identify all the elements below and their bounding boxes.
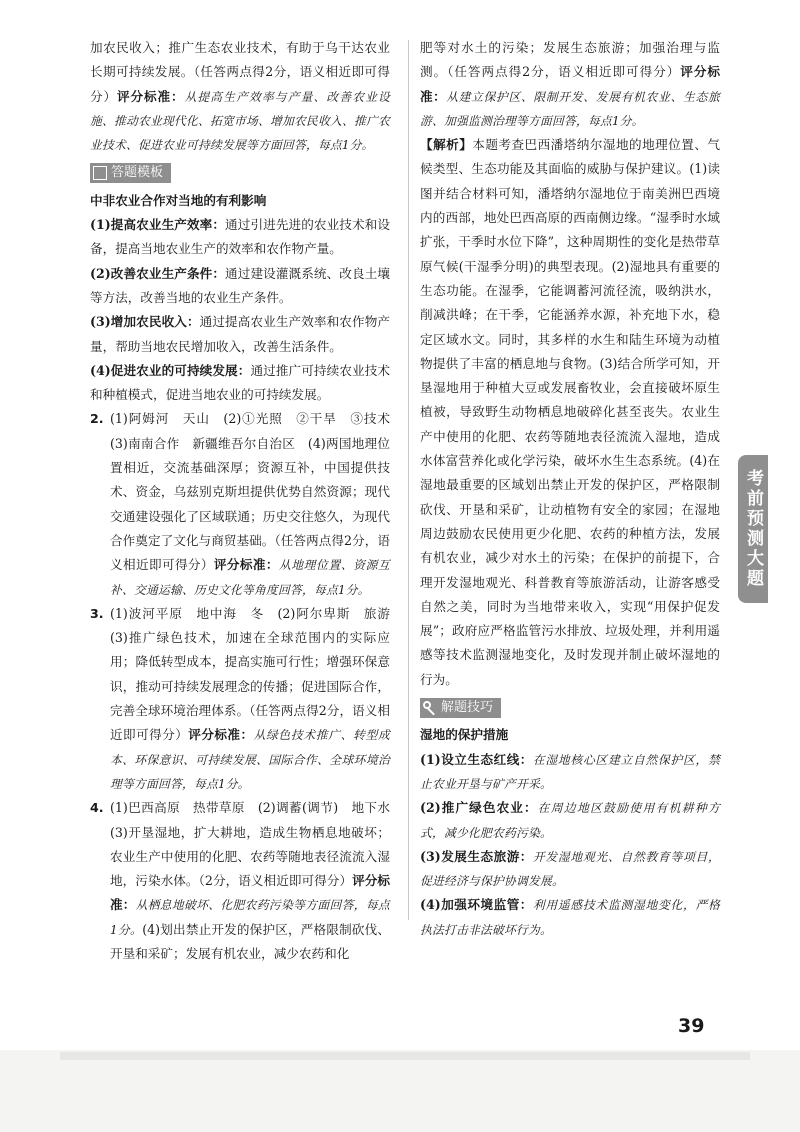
template-item-1: (1)提高农业生产效率：通过引进先进的农业技术和设备，提高当地农业生产的效率和农作物产量。 xyxy=(90,217,390,257)
template-item-3: (3)增加农民收入：通过提高农业生产效率和农作物产量，帮助当地农民增加收入，改善生活条件。 xyxy=(90,314,390,354)
answer-continuation: 加农民收入；推广生态农业技术，有助于乌干达农业长期可持续发展。（任答两点得2分，语义相近即可得分）评分标准：从提高生产效率与产量、改善农业设施、推动农业现代化、拓宽市场、增加农民收入、推广农业技术、促进农业可持续发展等方面回答，每点1分。 xyxy=(90,40,391,153)
template-title: 中非农业合作对当地的有利影响 xyxy=(90,192,267,208)
answer-2: 2. (1)阿姆河 天山 (2)①光照 ②干旱 ③技术 (3)南南合作 新疆维吾尔自治区 (4)两国地理位置相近，交流基础深厚；资源互补，中国提供技术、资金，乌兹别克斯坦提供优势自然资源；现代交通建设强化了区域联通；历史交往悠久，为现代合作奠定了文化与商贸基础。（任答两点得2分，语义相近即可得分）评分标准：从地理位置、资源互补、交通运输、历史文化等角度回答，每点1分。 xyxy=(90,411,403,597)
key-icon xyxy=(423,701,437,715)
page-number: 39 xyxy=(678,1015,705,1037)
template-badge: 答题模板 xyxy=(90,163,171,183)
template-item-4: (4)促进农业的可持续发展：通过推广可持续农业技术和种植模式，促进当地农业的可持续发展。 xyxy=(90,362,391,403)
left-column xyxy=(90,36,403,966)
answer-4-continuation: 肥等对水土的污染；发展生态旅游；加强治理与监测。（任答两点得2分，语义相近即可得分）评分标准：从建立保护区、限制开发、发展有机农业、生态旅游、加强监测治理等方面回答，每点1分。 xyxy=(420,40,721,128)
analysis-text: 【解析】本题考查巴西潘塔纳尔湿地的地理位置、气候类型、生态功能及其面临的威胁与保护建议。(1)读图并结合材料可知，潘塔纳尔湿地位于南美洲巴西境内的西部，地处巴西高原的西南侧边缘。“湿季时水域扩张，干季时水位下降”，这种周期性的变化是热带草原气候(干湿季分明)的典型表现。(2)湿地具有重要的生态功能。在湿季，它能调蓄河流径流，吸纳洪水，削减洪峰；在干季，它能涵养水源，补充地下水，稳定区域水文。同时，其多样的水生和陆生环境为动植物提供了丰富的栖息地与食物。(3)结合所学可知，开垦湿地用于种植大豆或发展畜牧业，会直接破坏原生植被，导致野生动物栖息地破碎化甚至丧失。农业生产中使用的化肥、农药等随地表径流流入湿地，造成水体富营养化或化学污染，破坏水生生态系统。(4)在湿地最重要的区域划出禁止开发的保护区，严格限制砍伐、开垦和采矿，让动植物有安全的家园；在湿地周边鼓励农民使用更少化肥、农药的种植方法，发展有机农业，减少对水土的污染；在保护的前提下，合理开发湿地观光、科普教育等旅游活动，让游客感受自然之美，同时为当地带来收入，实现“用保护促发展”；政府应严格监管污水排放、垃圾处理，并利用遥感等技术监测湿地变化，及时发现并制止破坏湿地的行为。 xyxy=(420,137,721,687)
tip-item-2: (2)推广绿色农业：在周边地区鼓励使用有机耕种方式，减少化肥农药污染。 xyxy=(420,800,720,840)
right-column xyxy=(420,36,720,942)
book-icon xyxy=(93,166,107,180)
section-side-tab: 考前预测大题 xyxy=(738,455,768,603)
tip-title: 湿地的保护措施 xyxy=(420,727,509,743)
tip-item-4: (4)加强环境监管：利用遥感技术监测湿地变化，严格执法打击非法破坏行为。 xyxy=(420,897,720,937)
template-item-2: (2)改善农业生产条件：通过建设灌溉系统、改良土壤等方法，改善当地的农业生产条件。 xyxy=(90,265,390,305)
column-divider xyxy=(408,40,409,920)
answer-3: 3. (1)波河平原 地中海 冬 (2)阿尔卑斯 旅游 (3)推广绿色技术，加速在全球范围内的实际应用；降低转型成本，提高实施可行性；增强环保意识，推动可持续发展理念的传播；促进国际合作，完善全球环境治理体系。（任答两点得2分，语义相近即可得分）评分标准：从绿色技术推广、转型成本、环保意识、可持续发展、国际合作、全球环境治理等方面回答，每点1分。 xyxy=(90,605,403,791)
tip-item-1: (1)设立生态红线：在湿地核心区建立自然保护区，禁止农业开垦与矿产开采。 xyxy=(420,751,720,791)
tip-item-3: (3)发展生态旅游：开发湿地观光、自然教育等项目，促进经济与保护协调发展。 xyxy=(420,848,720,889)
tip-badge: 解题技巧 xyxy=(420,698,501,718)
page-bottom-edge xyxy=(60,1052,750,1060)
answer-4: 4. (1)巴西高原 热带草原 (2)调蓄(调节) 地下水 (3)开垦湿地，扩大耕地，造成生物栖息地破坏；农业生产中使用的化肥、农药等随地表径流流入湿地，污染水体。（2分，语义相近即可得分）评分标准：从栖息地破坏、化肥农药污染等方面回答，每点1分。(4)划出禁止开发的保护区，严格限制砍伐、开垦和采矿；发展有机农业，减少农药和化 xyxy=(90,800,403,961)
